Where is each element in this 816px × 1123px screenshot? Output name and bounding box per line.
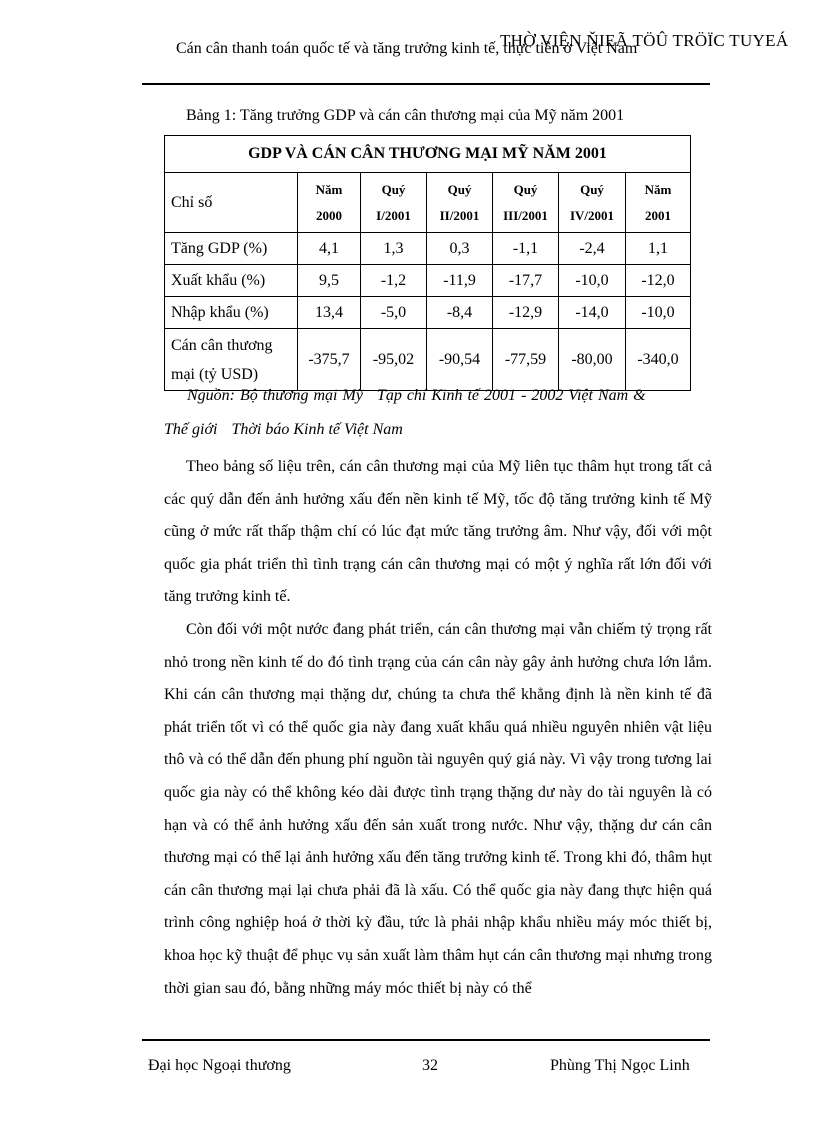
row-label: Nhập khẩu (%) [165,297,298,329]
column-header: Quý IV/2001 [559,173,626,233]
table-cell: 1,1 [626,233,691,265]
table-cell: 0,3 [427,233,493,265]
table-cell: -80,00 [559,329,626,391]
table-cell: 4,1 [298,233,361,265]
table-cell: -8,4 [427,297,493,329]
column-header: Năm 2001 [626,173,691,233]
table-cell: -10,0 [626,297,691,329]
row-header-cell: Chỉ số [165,173,298,233]
table-title: GDP VÀ CÁN CÂN THƯƠNG MẠI MỸ NĂM 2001 [165,136,691,173]
table-cell: -12,9 [493,297,559,329]
table-cell: -95,02 [361,329,427,391]
table-cell: -14,0 [559,297,626,329]
row-label: Cán cân thương mại (tỷ USD) [165,329,298,391]
table-cell: -375,7 [298,329,361,391]
paragraph: Còn đối với một nước đang phát triển, cán cân thương mại vẫn chiếm tỷ trọng rất nhỏ trong nền kinh tế do đó tình trạng của cán cân này gây ảnh hưởng chưa lớn lắm. Khi cán cân thương mại thặng dư, chúng ta chưa thể khẳng định là nền kinh tế đã phát triển tốt vì có thể quốc gia này đang xuất khẩu quá nhiều nguyên nhiên vật liệu thô và có thể dẫn đến phung phí nguồn tài nguyên quý giá này. Vì vậy trong tương lai quốc gia này có thể không kéo dài được tình trạng thặng dư này do tài nguyên là có hạn và có thể ảnh hưởng xấu đến sản xuất trong nước. Như vậy, thặng dư cán cân thương mại có thể lại ảnh hưởng xấu đến tăng trưởng kinh tế. Trong khi đó, thâm hụt cán cân thương mại lại chưa phải đã là xấu. Có thể quốc gia này đang thực hiện quá trình công nghiệp hoá ở thời kỳ đầu, tức là phải nhập khẩu nhiều máy móc thiết bị, khoa học kỹ thuật để phục vụ sản xuất làm thâm hụt cán cân thương mại nhưng trong thời gian sau đó, bằng những máy móc thiết bị này có thể [164,620,712,997]
table-cell: -12,0 [626,265,691,297]
table-cell: -1,2 [361,265,427,297]
table-cell: -1,1 [493,233,559,265]
footer-divider [142,1039,710,1041]
table-cell: -17,7 [493,265,559,297]
table-cell: -11,9 [427,265,493,297]
row-label: Tăng GDP (%) [165,233,298,265]
table-cell: 13,4 [298,297,361,329]
table-caption: Bảng 1: Tăng trưởng GDP và cán cân thương mại của Mỹ năm 2001 [186,107,625,124]
table-cell: 1,3 [361,233,427,265]
header-divider [142,83,710,85]
column-header: Năm 2000 [298,173,361,233]
library-watermark: THỜ VIỆN ŇIEÃ TÖÛ TRÖÏC TUYEÁ [500,31,789,50]
row-label: Xuất khẩu (%) [165,265,298,297]
table-cell: -340,0 [626,329,691,391]
table-row [165,265,691,297]
source-note-continued: Thế giới Thời báo Kinh tế Việt Nam [164,421,403,438]
gdp-trade-table [164,135,691,391]
running-header-title: Cán cân thanh toán quốc tế và tăng trưởng kinh tế, thực tiễn ở Việt Nam [176,40,638,57]
table-cell: 9,5 [298,265,361,297]
footer-author: Phùng Thị Ngọc Linh [550,1057,690,1074]
table-header-row [165,173,691,233]
table-row [165,297,691,329]
table-row [165,329,691,391]
column-header: Quý II/2001 [427,173,493,233]
page-number: 32 [422,1057,438,1074]
table-cell: -5,0 [361,297,427,329]
column-header: Quý III/2001 [493,173,559,233]
table-cell: -77,59 [493,329,559,391]
body-text [164,451,712,1005]
column-header: Quý I/2001 [361,173,427,233]
paragraph: Theo bảng số liệu trên, cán cân thương mại của Mỹ liên tục thâm hụt trong tất cả các quý dẫn đến ảnh hưởng xấu đến nền kinh tế Mỹ, tốc độ tăng trưởng kinh tế Mỹ cũng ở mức rất thấp thậm chí có lúc đạt mức tăng trưởng âm. Như vậy, đối với một quốc gia phát triển thì tình trạng cán cân thương mại có một ý nghĩa rất lớn đối với tăng trưởng kinh tế. [164,458,712,606]
table-cell: -90,54 [427,329,493,391]
footer-university: Đại học Ngoại thương [148,1057,291,1074]
source-note: Nguồn: Bộ thương mại Mỹ Tạp chí Kinh tế 2001 - 2002 Việt Nam & [187,387,646,404]
table-cell: -10,0 [559,265,626,297]
table-row [165,233,691,265]
table-cell: -2,4 [559,233,626,265]
table-title-row [165,136,691,173]
